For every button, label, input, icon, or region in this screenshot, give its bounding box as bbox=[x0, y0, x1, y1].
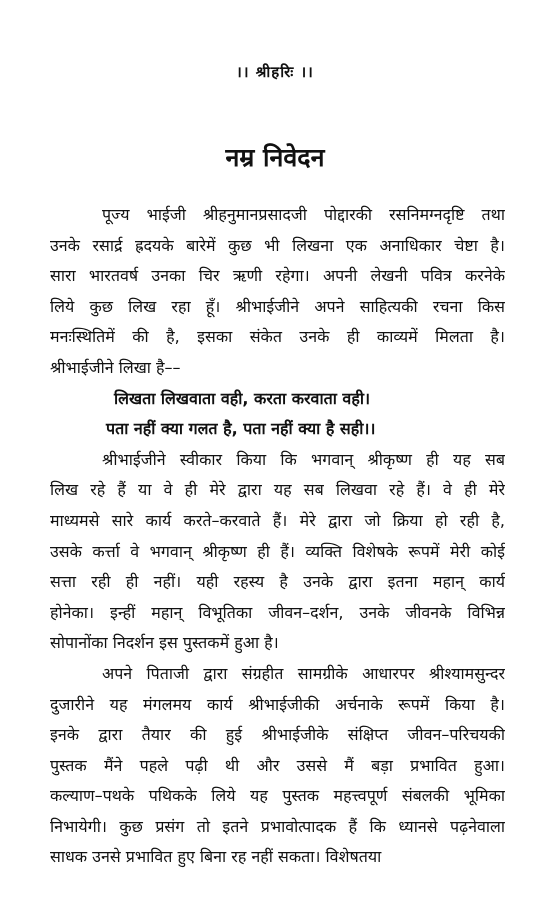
text-line: कल्याण–पथके पथिकके लिये यह पुस्तक महत्त्वपूर्ण संबलकी भूमिका bbox=[50, 786, 505, 806]
text-line: उसके कर्त्ता वे भगवान् श्रीकृष्ण ही हैं। व्यक्ति विशेषके रूपमें मेरी कोई bbox=[50, 541, 505, 561]
text-line: साधक उनसे प्रभावित हुए बिना रह नहीं सकता। विशेषतया bbox=[50, 847, 382, 867]
text-line: सारा भारतवर्ष उनका चिर ऋणी रहेगा। अपनी लेखनी पवित्र करनेके bbox=[50, 266, 505, 286]
text-line: श्रीभाईजीने लिखा है–– bbox=[50, 357, 181, 377]
text-line: श्रीभाईजीने स्वीकार किया कि भगवान् श्रीकृष्ण ही यह सब bbox=[102, 449, 505, 469]
text-line: अपने पिताजी द्वारा संग्रहीत सामग्रीके आधारपर श्रीश्यामसुन्दर bbox=[102, 663, 505, 683]
body-text bbox=[50, 200, 505, 873]
text-line: माध्यमसे सारे कार्य करते–करवाते हैं। मेरे द्वारा जो क्रिया हो रही है, bbox=[50, 510, 505, 530]
text-line: लिये कुछ लिख रहा हूँ। श्रीभाईजीने अपने साहित्यकी रचना किस bbox=[50, 296, 505, 316]
verse-line: लिखता लिखवाता वही, करता करवाता वही। bbox=[114, 388, 371, 408]
verse-line: पता नहीं क्या गलत है, पता नहीं क्या है सही।। bbox=[106, 419, 376, 439]
text-line: इनके द्वारा तैयार की हुई श्रीभाईजीके संक्षिप्त जीवन–परिचयकी bbox=[50, 725, 505, 745]
text-line: होनेका। इन्हीं महान् विभूतिका जीवन–दर्शन, उनके जीवनके विभिन्न bbox=[50, 602, 505, 622]
text-line: सत्ता रही ही नहीं। यही रहस्य है उनके द्वारा इतना महान् कार्य bbox=[50, 572, 505, 592]
text-line: पूज्य भाईजी श्रीहनुमानप्रसादजी पोद्दारकी रसनिमग्नदृष्टि तथा bbox=[102, 205, 505, 224]
page-header: ।। श्रीहरिः ।। bbox=[236, 63, 314, 81]
text-line: दुजारीने यह मंगलमय कार्य श्रीभाईजीकी अर्चनाके रूपमें किया है। bbox=[50, 694, 505, 714]
text-line: लिख रहे हैं या वे ही मेरे द्वारा यह सब लिखवा रहे हैं। वे ही मेरे bbox=[50, 480, 505, 500]
text-line: निभायेगी। कुछ प्रसंग तो इतने प्रभावोत्पादक हैं कि ध्यानसे पढ़नेवाला bbox=[50, 816, 505, 836]
text-line: उनके रसार्द्र ह्रदयके बारेमें कुछ भी लिखना एक अनाधिकार चेष्टा है। bbox=[50, 235, 505, 255]
text-line: मनःस्थितिमें की है, इसका संकेत उनके ही काव्यमें मिलता है। bbox=[50, 327, 505, 347]
page-title: नम्र निवेदन bbox=[225, 143, 325, 172]
text-line: सोपानोंका निदर्शन इस पुस्तकमें हुआ है। bbox=[50, 633, 279, 653]
text-line: पुस्तक मैंने पहले पढ़ी थी और उससे मैं बड़ा प्रभावित हुआ। bbox=[50, 755, 505, 775]
